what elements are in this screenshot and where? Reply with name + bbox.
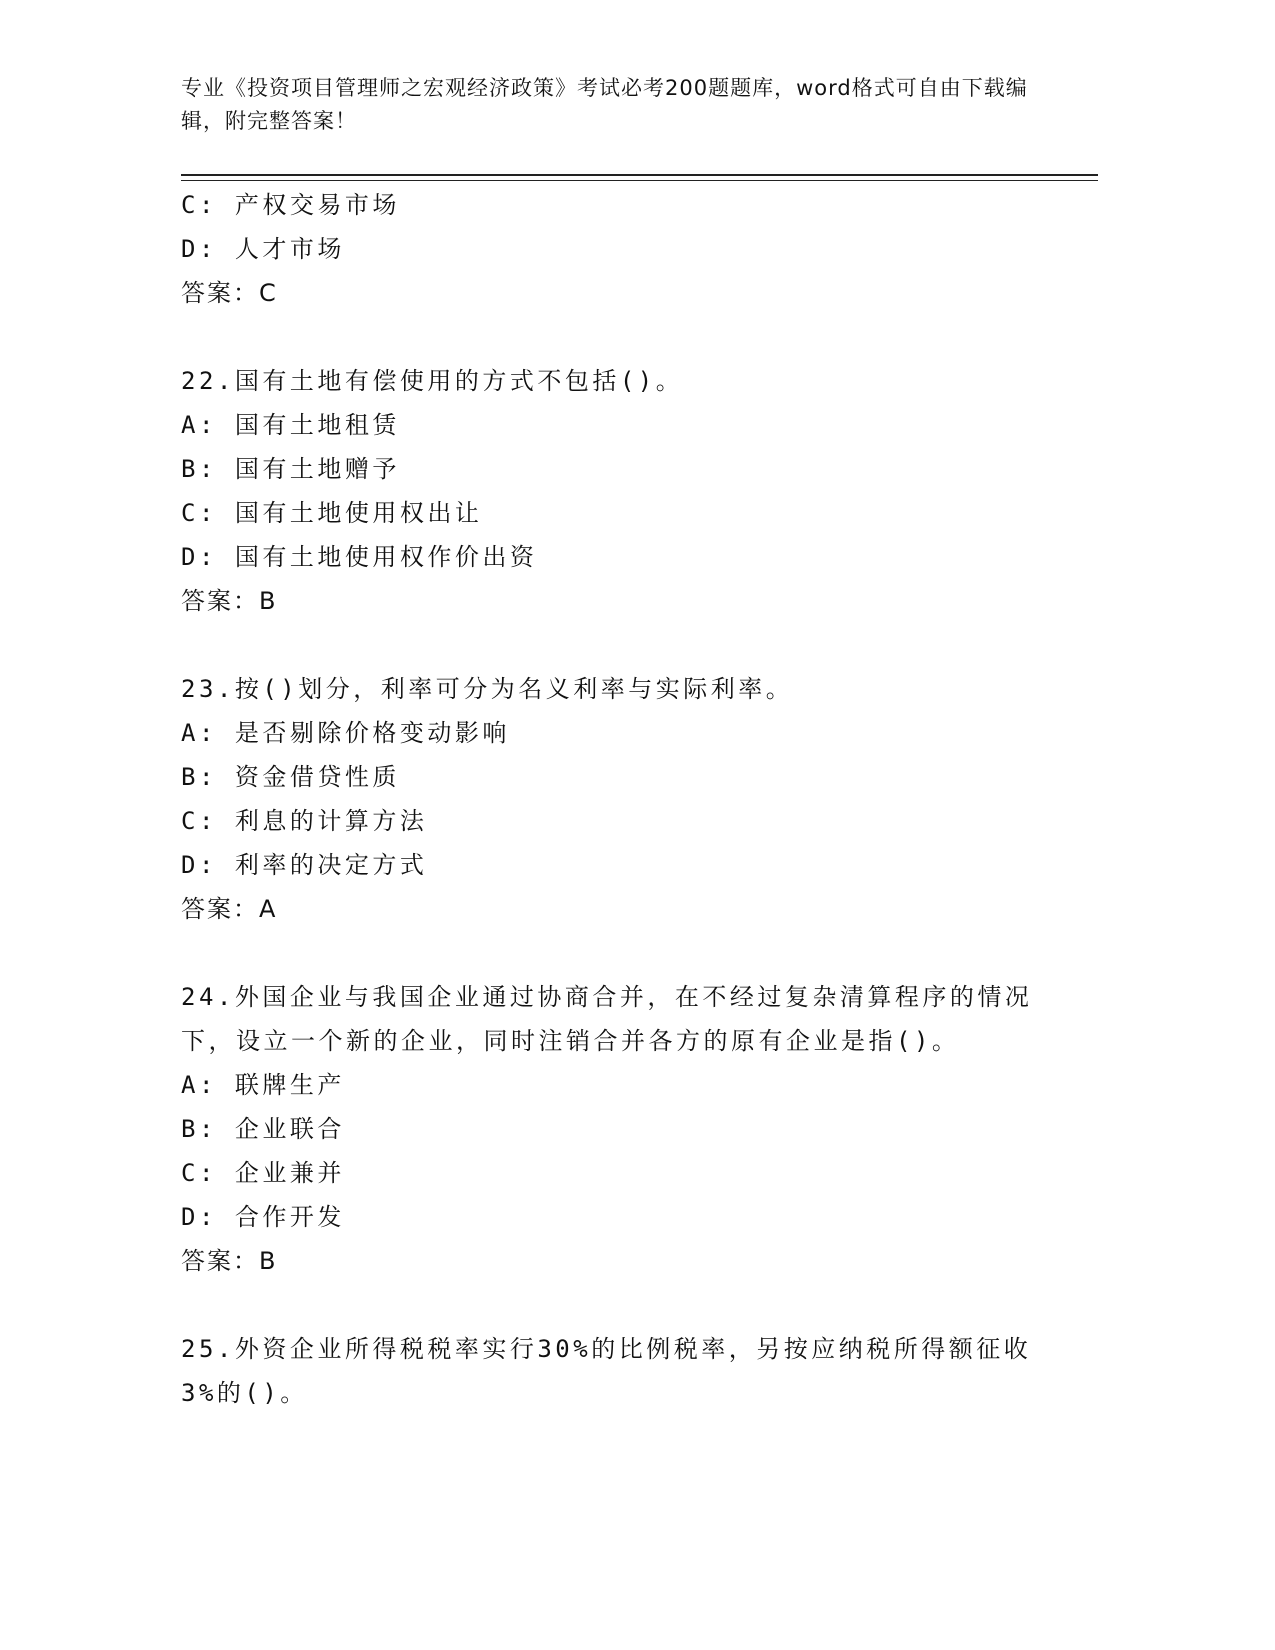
- header-divider-thick: [181, 174, 1098, 176]
- option-b: B: 企业联合: [181, 1115, 345, 1143]
- document-header: 专业《投资项目管理师之宏观经济政策》考试必考200题题库，word格式可自由下载编辑，附完整答案！: [181, 76, 1028, 133]
- option-d: D: 国有土地使用权作价出资: [181, 543, 538, 571]
- question-25: [181, 1327, 1051, 1415]
- question-list: [181, 183, 1051, 1415]
- option-c: C: 产权交易市场: [181, 191, 400, 219]
- option-c: C: 企业兼并: [181, 1159, 345, 1187]
- option-d: D: 人才市场: [181, 235, 345, 263]
- option-d: D: 利率的决定方式: [181, 851, 428, 879]
- question-22: [181, 359, 1051, 623]
- header-divider-thin: [181, 180, 1098, 181]
- option-c: C: 国有土地使用权出让: [181, 499, 483, 527]
- question-stem: 23.按()划分，利率可分为名义利率与实际利率。: [181, 675, 794, 703]
- option-a: A: 是否剔除价格变动影响: [181, 719, 510, 747]
- answer: 答案：A: [181, 895, 278, 923]
- spacer: [181, 1283, 1051, 1327]
- answer: 答案：B: [181, 587, 278, 615]
- option-c: C: 利息的计算方法: [181, 807, 428, 835]
- spacer: [181, 931, 1051, 975]
- option-d: D: 合作开发: [181, 1203, 345, 1231]
- question-stem: 22.国有土地有偿使用的方式不包括()。: [181, 367, 684, 395]
- spacer: [181, 623, 1051, 667]
- spacer: [181, 315, 1051, 359]
- question-21-tail: [181, 183, 1051, 315]
- answer: 答案：C: [181, 279, 278, 307]
- question-stem: 24.外国企业与我国企业通过协商合并，在不经过复杂清算程序的情况下，设立一个新的企业，同时注销合并各方的原有企业是指()。: [181, 983, 1033, 1055]
- option-b: B: 国有土地赠予: [181, 455, 400, 483]
- question-24: [181, 975, 1051, 1283]
- option-a: A: 联牌生产: [181, 1071, 345, 1099]
- answer: 答案：B: [181, 1247, 278, 1275]
- option-a: A: 国有土地租赁: [181, 411, 400, 439]
- question-stem: 25.外资企业所得税税率实行30%的比例税率，另按应纳税所得额征收3%的()。: [181, 1335, 1032, 1407]
- option-b: B: 资金借贷性质: [181, 763, 400, 791]
- question-23: [181, 667, 1051, 931]
